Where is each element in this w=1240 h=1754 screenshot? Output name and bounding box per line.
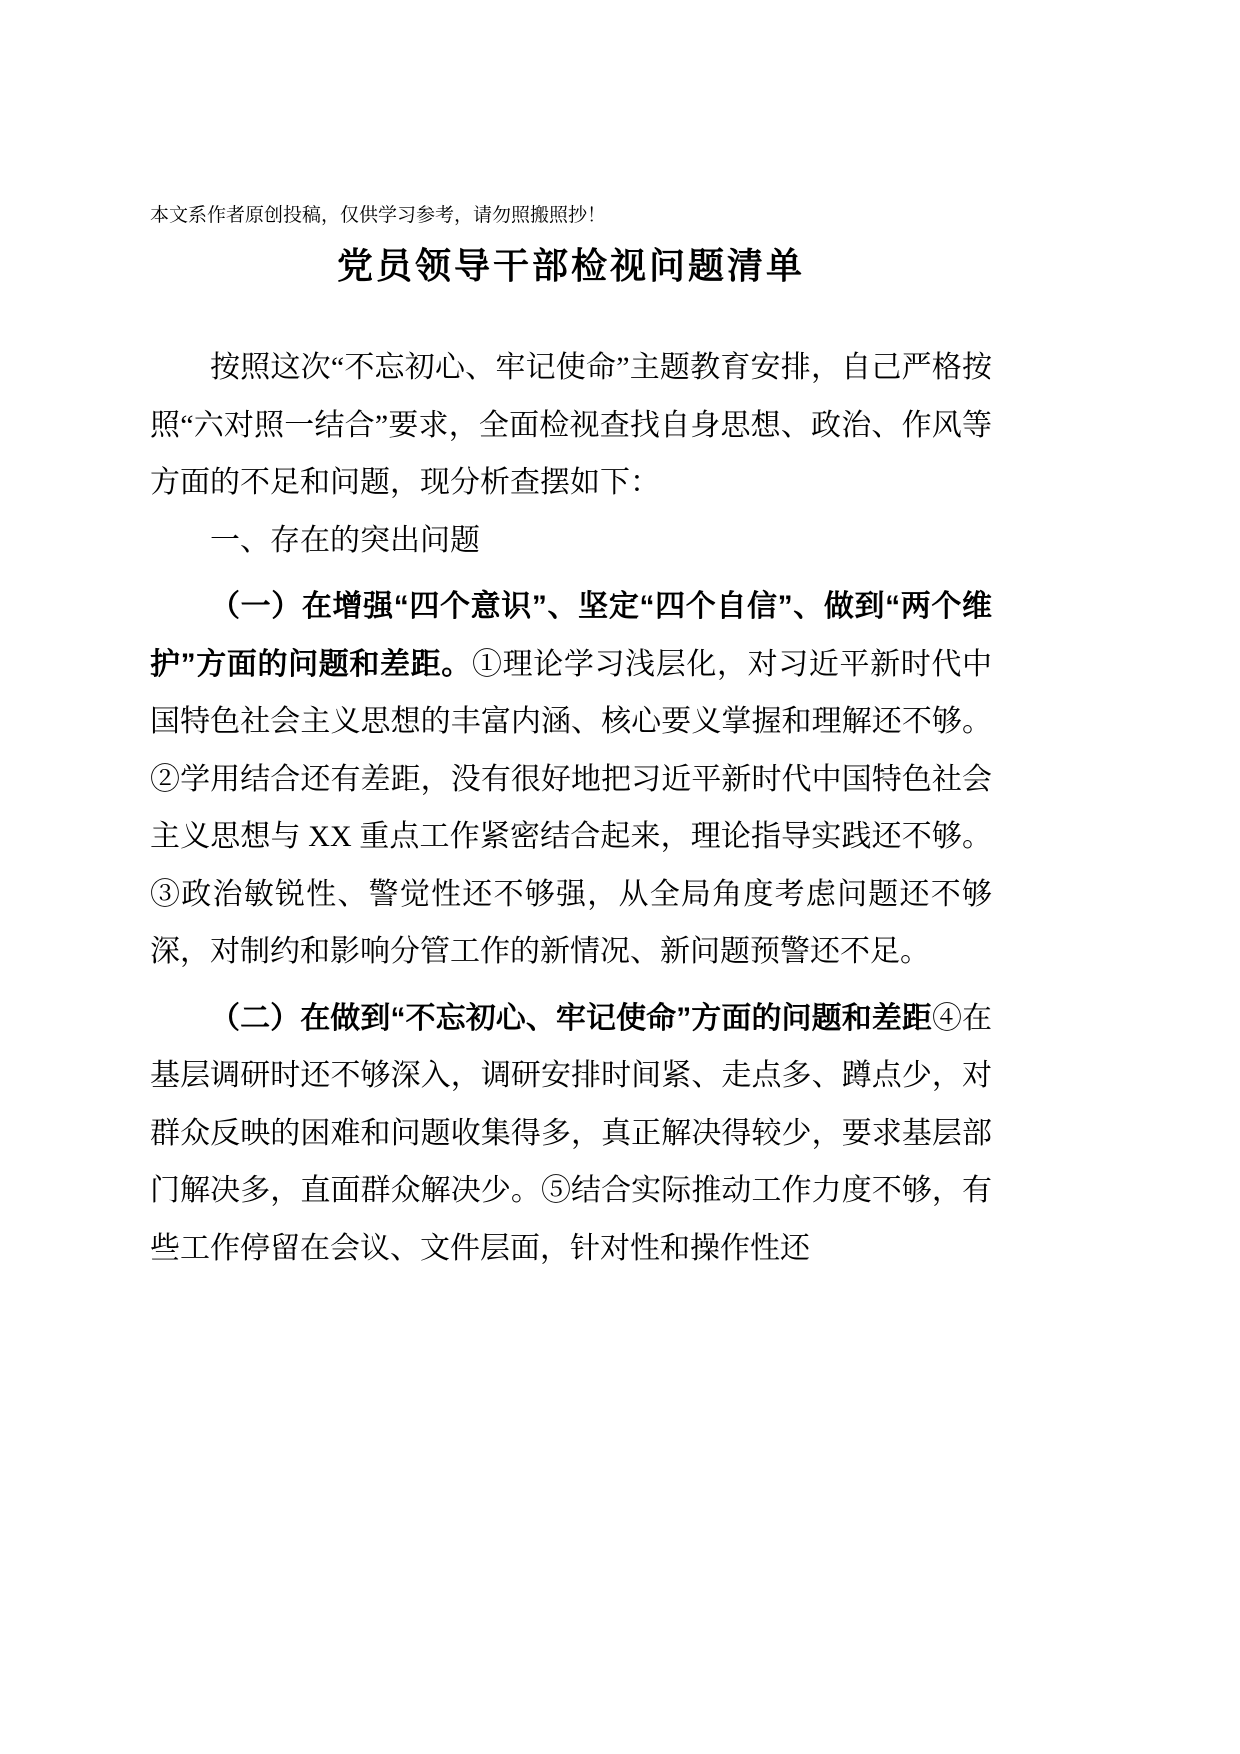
item-2-body: ④在基层调研时还不够深入，调研安排时间紧、走点多、蹲点少，对群众反映的困难和问题收集得多，真正解决得较少，要求基层部门解决多，直面群众解决少。⑤结合实际推动工作力度不够，有些工作停留在会议、文件层面，针对性和操作性还 bbox=[150, 1001, 993, 1265]
item-1-lead: （一）在增强“四个意识”、坚定“四个自信”、做到“两个维护”方面的问题和差距。 bbox=[150, 590, 992, 681]
intro-paragraph-text: 按照这次“不忘初心、牢记使命”主题教育安排，自己严格按照“六对照一结合”要求，全面检视查找自身思想、政治、作风等方面的不足和问题，现分析查摆如下： bbox=[150, 351, 992, 499]
document-content bbox=[150, 202, 992, 1277]
item-2-paragraph bbox=[150, 990, 992, 1278]
document-title: 党员领导干部检视问题清单 bbox=[336, 245, 805, 286]
disclaimer-text: 本文系作者原创投稿，仅供学习参考，请勿照搬照抄！ bbox=[150, 205, 607, 226]
section-heading-1-text: 一、存在的突出问题 bbox=[210, 523, 480, 557]
item-2-lead: （二）在做到“不忘初心、牢记使命”方面的问题和差距 bbox=[210, 1001, 932, 1035]
item-1-paragraph bbox=[150, 578, 992, 981]
document-body bbox=[150, 339, 992, 1277]
section-heading-1 bbox=[150, 512, 992, 570]
intro-paragraph bbox=[150, 339, 992, 512]
item-1-body: ①理论学习浅层化，对习近平新时代中国特色社会主义思想的丰富内涵、核心要义掌握和理解还不够。②学用结合还有差距，没有很好地把习近平新时代中国特色社会主义思想与 XX 重点工作紧密结合起来，理论指导实践还不够。③政治敏锐性、警觉性还不够强，从全局角度考虑问题还不够深，对制约和影响分管工作的新情况、新问题预警还不足。 bbox=[150, 647, 993, 968]
